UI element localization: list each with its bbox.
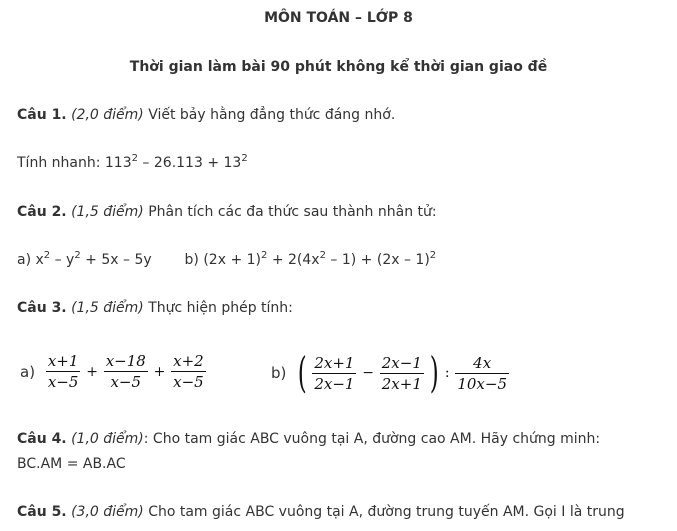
expression-a	[20, 352, 206, 391]
part-label: b)	[271, 364, 287, 382]
question-text: Phân tích các đa thức sau thành nhân tử:	[143, 204, 437, 220]
part-b: b) $(2x + 1)^2 + 2(4x^2 - 1) + (2x - 1)^2$	[184, 250, 437, 268]
question-4-line2: BC.AM = AB.AC	[17, 456, 126, 472]
page-subtitle: Thời gian làm bài 90 phút không kể thời gian giao đề	[129, 59, 548, 75]
fraction: $\frac{x+2}{x-5}$	[173, 352, 204, 391]
question-points: (1,0 điểm)	[71, 431, 144, 447]
question-text: Cho tam giác ABC vuông tại A, đường trung tuyến AM. Gọi I là trung	[143, 504, 625, 520]
operator: +	[86, 363, 98, 380]
operator: :	[444, 365, 450, 381]
fraction: $\frac{4x}{10x-5}$	[457, 353, 507, 393]
question-label: Câu 1.	[17, 107, 67, 123]
question-1	[17, 106, 395, 124]
question-points: (1,5 điểm)	[71, 204, 144, 220]
question-5	[17, 503, 625, 521]
paren-open: (	[297, 348, 307, 397]
question-text: Viết bảy hằng đẳng thức đáng nhớ.	[143, 107, 396, 123]
question-points: (3,0 điểm)	[71, 504, 144, 520]
paren-close: )	[429, 348, 439, 397]
page-title: MÔN TOÁN – LỚP 8	[264, 10, 413, 26]
operator: +	[153, 363, 166, 380]
question-points: (1,5 điểm)	[71, 300, 144, 316]
question-label: Câu 2.	[17, 204, 67, 220]
question-2	[17, 203, 437, 221]
fraction: $\frac{x-18}{x-5}$	[105, 352, 146, 391]
question-label: Câu 3.	[17, 300, 67, 316]
exponent: 2	[131, 153, 138, 164]
operator: −	[362, 365, 374, 381]
calc-text: Tính nhanh: 113	[17, 155, 132, 171]
question-label: Câu 5.	[17, 504, 67, 520]
fraction: $\frac{x+1}{x-5}$	[47, 352, 79, 391]
part-label: a)	[20, 362, 36, 381]
fraction: $\frac{2x-1}{2x+1}$	[381, 353, 422, 393]
question-label: Câu 4.	[17, 431, 67, 447]
question-2-parts	[17, 251, 436, 269]
quick-calc	[17, 154, 248, 172]
question-4	[17, 430, 600, 448]
question-points: (2,0 điểm)	[71, 107, 144, 123]
expression-b	[271, 348, 509, 397]
question-3	[17, 299, 293, 317]
part-a: a) $x^2 - y^2 + 5x - 5y$	[17, 250, 152, 268]
calc-text: – 26.113 + 13	[137, 155, 242, 171]
question-text: : Cho tam giác ABC vuông tại A, đường cao AM. Hãy chứng minh:	[143, 431, 601, 447]
exponent: 2	[241, 153, 248, 164]
question-text: Thực hiện phép tính:	[143, 300, 293, 316]
fraction: $\frac{2x+1}{2x-1}$	[314, 353, 355, 393]
